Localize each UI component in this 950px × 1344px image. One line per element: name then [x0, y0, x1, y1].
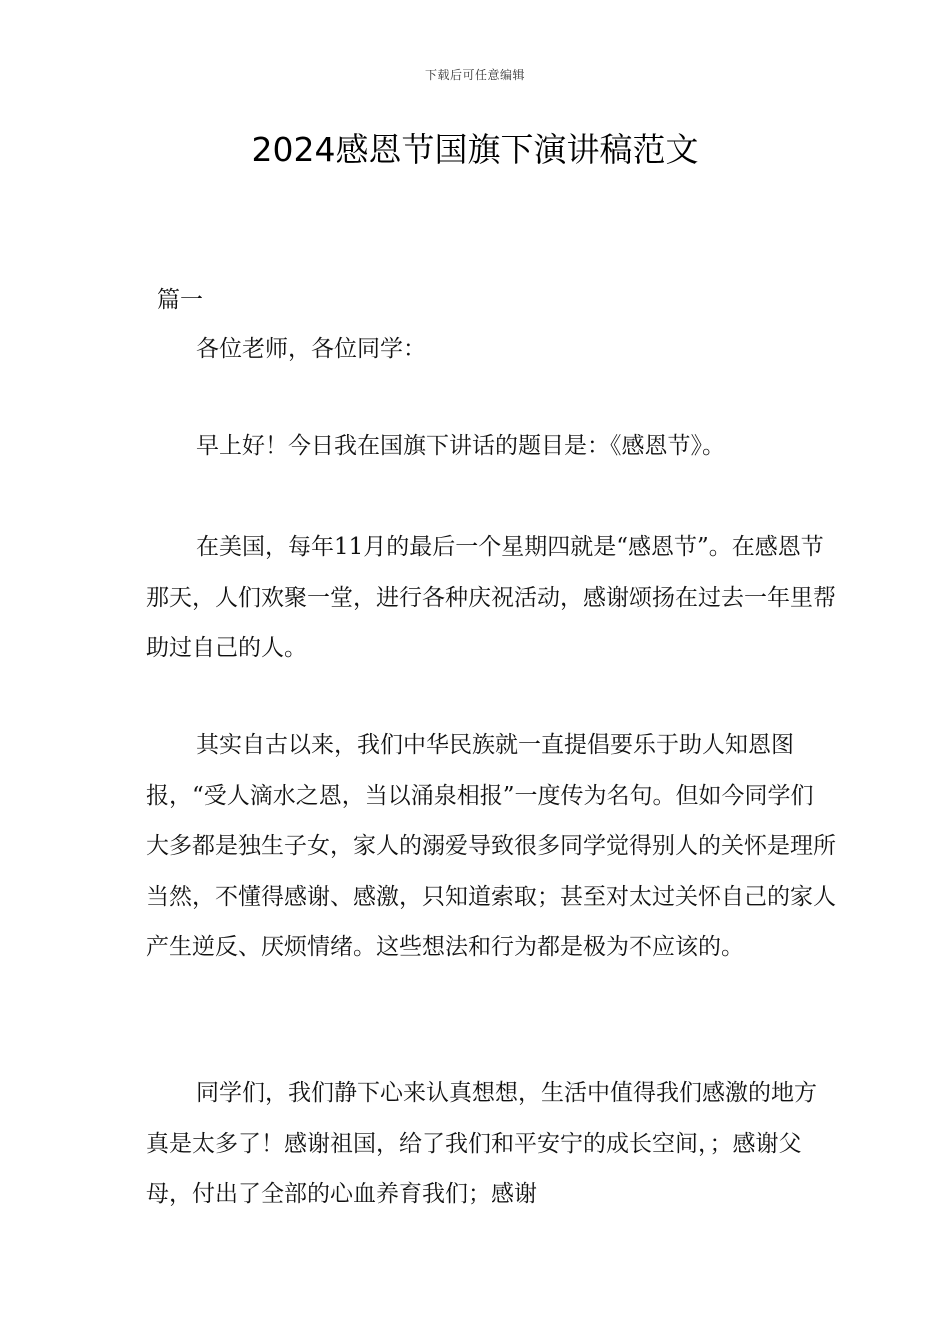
paragraph-greeting: 各位老师，各位同学：	[196, 336, 426, 362]
paragraph-classmates: 同学们，我们静下心来认真想想，生活中值得我们感激的地方真是太多了！感谢祖国，给了我们和平安宁的成长空间，；感谢父母，付出了全部的心血养育我们；感谢	[146, 1080, 817, 1207]
header-note: 下载后可任意编辑	[424, 68, 525, 82]
document-title: 2024感恩节国旗下演讲稿范文	[251, 130, 699, 169]
paragraph-chinese-tradition: 其实自古以来，我们中华民族就一直提倡要乐于助人知恩图报，“受人滴水之恩，当以涌泉相报”一度传为名句。但如今同学们大多都是独生子女，家人的溺爱导致很多同学觉得别人的关怀是理所当然，不懂得感谢、感激，只知道索取；甚至对太过关怀自己的家人产生逆反、厌烦情绪。这些想法和行为都是极为不应该的。	[146, 732, 836, 960]
paragraph-thanksgiving-usa: 在美国，每年11月的最后一个星期四就是“感恩节”。在感恩节那天，人们欢聚一堂，进行各种庆祝活动，感谢颂扬在过去一年里帮助过自己的人。	[146, 534, 836, 661]
section-label: 篇一	[157, 287, 203, 313]
paragraph-opening: 早上好！今日我在国旗下讲话的题目是：《感恩节》。	[196, 433, 725, 459]
